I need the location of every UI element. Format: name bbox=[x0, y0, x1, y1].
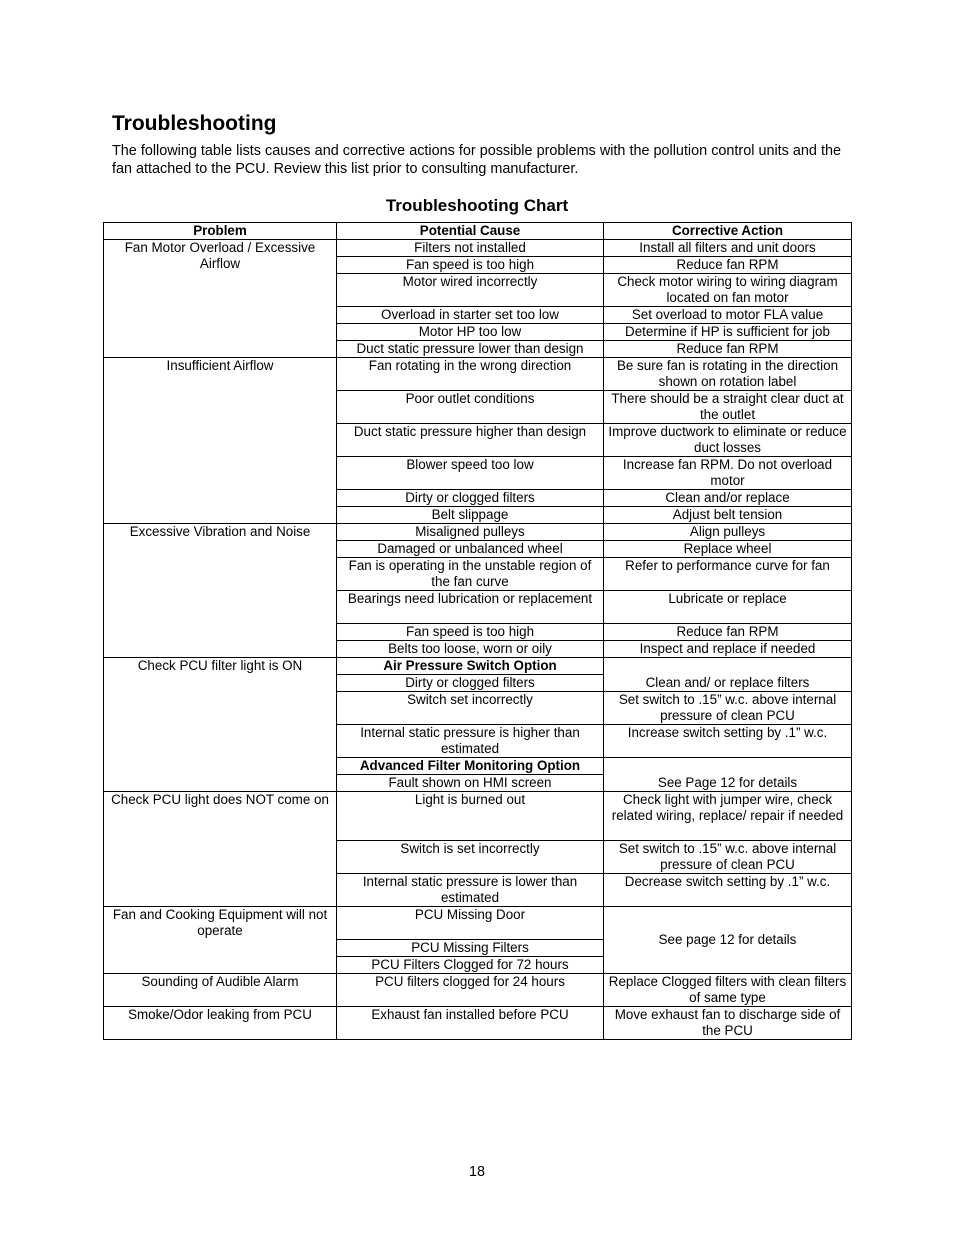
action-cell: There should be a straight clear duct at the outlet bbox=[604, 391, 852, 424]
action-cell: Lubricate or replace bbox=[604, 591, 852, 624]
option-subheading: Advanced Filter Monitoring Option bbox=[337, 758, 604, 775]
cause-cell: Switch is set incorrectly bbox=[337, 841, 604, 874]
table-row bbox=[104, 240, 852, 257]
cause-cell: Duct static pressure lower than design bbox=[337, 341, 604, 358]
action-cell: Adjust belt tension bbox=[604, 507, 852, 524]
action-cell: Set overload to motor FLA value bbox=[604, 307, 852, 324]
action-cell: Improve ductwork to eliminate or reduce duct losses bbox=[604, 424, 852, 457]
cause-cell: PCU Missing Door bbox=[337, 907, 604, 940]
table-row bbox=[104, 358, 852, 391]
action-cell: Replace Clogged filters with clean filters of same type bbox=[604, 974, 852, 1007]
cause-cell: Overload in starter set too low bbox=[337, 307, 604, 324]
action-cell: Increase switch setting by .1” w.c. bbox=[604, 725, 852, 758]
cause-cell: Belts too loose, worn or oily bbox=[337, 641, 604, 658]
action-cell: Reduce fan RPM bbox=[604, 624, 852, 641]
cause-cell: Internal static pressure is higher than estimated bbox=[337, 725, 604, 758]
action-cell: Set switch to .15” w.c. above internal pressure of clean PCU bbox=[604, 692, 852, 725]
problem-cell: Check PCU light does NOT come on bbox=[104, 792, 337, 907]
header-potential-cause: Potential Cause bbox=[337, 223, 604, 240]
action-cell: Inspect and replace if needed bbox=[604, 641, 852, 658]
problem-cell: Fan and Cooking Equipment will not operate bbox=[104, 907, 337, 974]
action-cell: Clean and/or replace bbox=[604, 490, 852, 507]
action-cell: Clean and/ or replace filters bbox=[604, 658, 852, 692]
action-cell: Determine if HP is sufficient for job bbox=[604, 324, 852, 341]
cause-cell: Duct static pressure higher than design bbox=[337, 424, 604, 457]
chart-title: Troubleshooting Chart bbox=[385, 196, 569, 215]
cause-cell: PCU filters clogged for 24 hours bbox=[337, 974, 604, 1007]
action-cell: Decrease switch setting by .1” w.c. bbox=[604, 874, 852, 907]
table-row bbox=[104, 658, 852, 675]
cause-cell: Fan speed is too high bbox=[337, 624, 604, 641]
cause-cell: Damaged or unbalanced wheel bbox=[337, 541, 604, 558]
cause-cell: Filters not installed bbox=[337, 240, 604, 257]
cause-cell: Fault shown on HMI screen bbox=[337, 775, 604, 792]
cause-cell: Motor wired incorrectly bbox=[337, 274, 604, 307]
option-subheading: Air Pressure Switch Option bbox=[337, 658, 604, 675]
cause-cell: Fan speed is too high bbox=[337, 257, 604, 274]
header-corrective-action: Corrective Action bbox=[604, 223, 852, 240]
page-heading: Troubleshooting bbox=[112, 112, 277, 135]
cause-cell: Exhaust fan installed before PCU bbox=[337, 1007, 604, 1040]
cause-cell: Misaligned pulleys bbox=[337, 524, 604, 541]
cause-cell: Bearings need lubrication or replacement bbox=[337, 591, 604, 624]
header-problem: Problem bbox=[104, 223, 337, 240]
problem-cell: Sounding of Audible Alarm bbox=[104, 974, 337, 1007]
cause-cell: Blower speed too low bbox=[337, 457, 604, 490]
cause-cell: Dirty or clogged filters bbox=[337, 490, 604, 507]
cause-cell: Belt slippage bbox=[337, 507, 604, 524]
action-cell: Refer to performance curve for fan bbox=[604, 558, 852, 591]
intro-paragraph: The following table lists causes and corrective actions for possible problems with the pollution control units and the fan attached to the PCU. Review this list prior to consulting manufacturer. bbox=[112, 143, 841, 177]
table-row bbox=[104, 792, 852, 841]
action-cell: Increase fan RPM. Do not overload motor bbox=[604, 457, 852, 490]
action-cell: Install all filters and unit doors bbox=[604, 240, 852, 257]
cause-cell: Poor outlet conditions bbox=[337, 391, 604, 424]
table-row bbox=[104, 974, 852, 1007]
cause-cell: Switch set incorrectly bbox=[337, 692, 604, 725]
cause-cell: Internal static pressure is lower than estimated bbox=[337, 874, 604, 907]
action-cell: Be sure fan is rotating in the direction shown on rotation label bbox=[604, 358, 852, 391]
page-number: 18 bbox=[468, 1164, 485, 1180]
cause-cell: PCU Filters Clogged for 72 hours bbox=[337, 957, 604, 974]
problem-cell: Check PCU filter light is ON bbox=[104, 658, 337, 792]
action-cell: Align pulleys bbox=[604, 524, 852, 541]
troubleshooting-table bbox=[103, 222, 852, 1040]
problem-cell: Insufficient Airflow bbox=[104, 358, 337, 524]
table-row bbox=[104, 1007, 852, 1040]
cause-cell: Motor HP too low bbox=[337, 324, 604, 341]
cause-cell: Fan is operating in the unstable region of the fan curve bbox=[337, 558, 604, 591]
action-cell: Reduce fan RPM bbox=[604, 341, 852, 358]
cause-cell: Light is burned out bbox=[337, 792, 604, 841]
action-cell: Check motor wiring to wiring diagram located on fan motor bbox=[604, 274, 852, 307]
cause-cell: PCU Missing Filters bbox=[337, 940, 604, 957]
action-cell: See Page 12 for details bbox=[604, 758, 852, 792]
action-cell: See page 12 for details bbox=[604, 907, 852, 974]
table-header-row bbox=[104, 223, 852, 240]
table-row bbox=[104, 524, 852, 541]
action-cell: Reduce fan RPM bbox=[604, 257, 852, 274]
problem-cell: Smoke/Odor leaking from PCU bbox=[104, 1007, 337, 1040]
cause-cell: Fan rotating in the wrong direction bbox=[337, 358, 604, 391]
action-cell: Check light with jumper wire, check related wiring, replace/ repair if needed bbox=[604, 792, 852, 841]
action-cell: Set switch to .15” w.c. above internal pressure of clean PCU bbox=[604, 841, 852, 874]
action-cell: Move exhaust fan to discharge side of the PCU bbox=[604, 1007, 852, 1040]
action-cell: Replace wheel bbox=[604, 541, 852, 558]
table-row bbox=[104, 907, 852, 940]
cause-cell: Dirty or clogged filters bbox=[337, 675, 604, 692]
problem-cell: Fan Motor Overload / Excessive Airflow bbox=[104, 240, 337, 358]
problem-cell: Excessive Vibration and Noise bbox=[104, 524, 337, 658]
